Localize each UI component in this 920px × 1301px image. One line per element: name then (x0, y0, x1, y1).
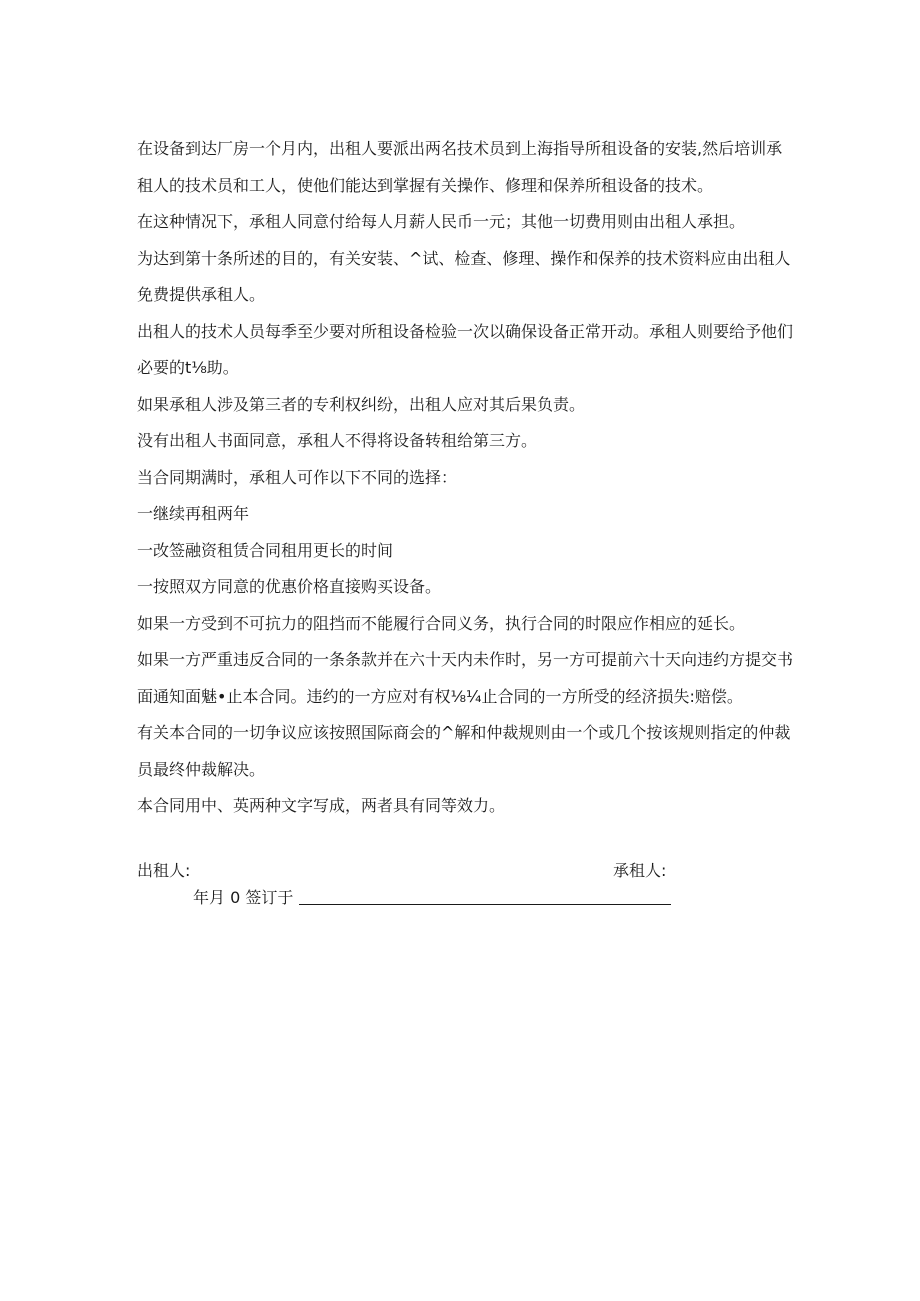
paragraph-quarterly-inspection: 出租人的技术人员每季至少要对所租设备检验一次以确保设备正常开动。承租人则要给予他们必要的t⅛助。 (137, 321, 794, 377)
paragraph-force-majeure: 如果一方受到不可抗力的阻挡而不能履行合同义务，执行合同的时限应作相应的延长。 (137, 613, 746, 633)
paragraph-patent-disputes: 如果承租人涉及第三者的专利权纠纷，出租人应对其后果负责。 (137, 394, 586, 414)
paragraph-arbitration: 有关本合同的一切争议应该按照国际商会的^解和仲裁规则由一个或几个按该规则指定的仲裁员最终仲裁解决。 (137, 723, 791, 779)
contract-body (137, 131, 797, 825)
signing-place-blank-line (299, 903, 671, 905)
paragraph-expiry-options: 当合同期满时，承租人可作以下不同的选择： (137, 467, 458, 487)
signing-date-row (193, 880, 671, 917)
lessee-signature-label: 承租人: (613, 861, 667, 880)
paragraph-installation-training: 在设备到达厂房一个月内，出租人要派出两名技术员到上海指导所租设备的安装,然后培训承租人的技术员和工人，使他们能达到掌握有关操作、修理和保养所租设备的技术。 (137, 139, 783, 195)
list-item-finance-lease: 一改签融资租赁合同租用更长的时间 (137, 540, 394, 560)
list-item-purchase-equipment: 一按照双方同意的优惠价格直接购买设备。 (137, 577, 442, 596)
lessor-signature-label: 出租人: (137, 861, 191, 880)
paragraph-languages: 本合同用中、英两种文字写成，两者具有同等效力。 (137, 796, 506, 815)
list-item-renew-two-years: 一继续再租两年 (137, 504, 250, 523)
paragraph-breach-termination: 如果一方严重违反合同的一条条款并在六十天内未作时，另一方可提前六十天向违约方提交书面通知面魅•止本合同。违约的一方应对有权⅛¼止合同的一方所受的经济损失:赔偿。 (137, 650, 794, 706)
paragraph-sublease-restriction: 没有出租人书面同意，承租人不得将设备转租给第三方。 (137, 431, 538, 450)
paragraph-technical-documents: 为达到第十条所述的目的，有关安装、^试、检查、修理、操作和保养的技术资料应由出租人免费提供承租人。 (137, 248, 791, 304)
paragraph-salary-expenses: 在这种情况下，承租人同意付给每人月薪人民币一元；其他一切费用则由出租人承担。 (137, 212, 746, 231)
signing-date-label: 年月 0 签订于 (193, 888, 294, 907)
